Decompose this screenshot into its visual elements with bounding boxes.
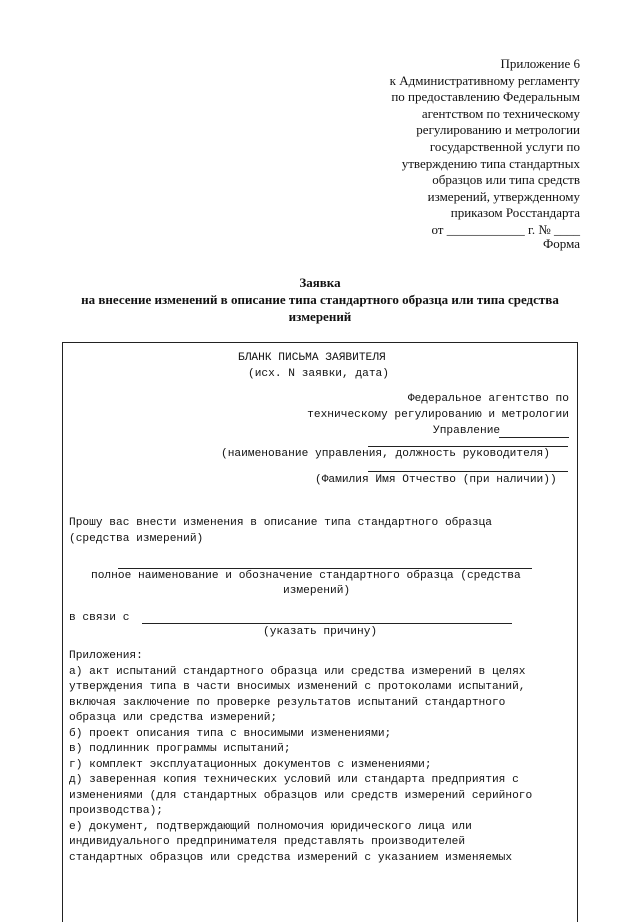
appendix-block: [350, 56, 580, 239]
management-input-line: [499, 437, 569, 438]
attachment-line: г) комплект эксплуатационных документов с изменениями;: [69, 758, 432, 771]
attachments-label: Приложения:: [69, 650, 143, 662]
attachment-line: а) акт испытаний стандартного образца или средства измерений в целях: [69, 665, 526, 678]
request-line-2: (средства измерений): [69, 533, 204, 545]
addressee-line-1: Федеральное агентство по: [407, 393, 569, 405]
attachment-line: производства);: [69, 805, 163, 817]
form-frame: [62, 342, 578, 922]
name-line: [368, 471, 568, 472]
attachment-line: индивидуального предпринимателя представлять производителей: [69, 836, 466, 848]
attachment-line: включая заключение по проверке результатов испытаний стандартного: [69, 696, 506, 709]
attachment-line: изменениями (для стандартных образцов или средств измерений серийного: [69, 789, 533, 802]
attachment-line: утверждения типа в части вносимых изменений с протоколами испытаний,: [69, 681, 526, 693]
document-title: [60, 274, 580, 325]
addressee-line-2: техническому регулированию и метрологии: [307, 409, 569, 421]
title-line-1: Заявка: [299, 275, 341, 290]
reason-label: в связи с: [69, 612, 130, 624]
attachment-line: б) проект описания типа с вносимыми изменениями;: [69, 727, 392, 740]
appendix-line: государственной услуги по: [429, 138, 580, 154]
appendix-line: к Административному регламенту: [389, 72, 580, 88]
reason-line: [142, 623, 512, 624]
appendix-line: регулированию и метрологии: [416, 122, 580, 138]
caption-fullname-2: измерений): [283, 585, 351, 597]
attachment-line: стандартных образцов или средства измерений с указанием изменяемых: [69, 851, 513, 864]
caption-fullname-1: полное наименование и обозначение стандартного образца (средства: [91, 570, 521, 582]
appendix-line: по предоставлению Федеральным: [391, 89, 580, 105]
attachment-line: д) заверенная копия технических условий или стандарта предприятия с: [69, 774, 519, 786]
form-label: Форма: [543, 236, 580, 251]
appendix-date-line: от ____________ г. № ____: [431, 221, 580, 237]
title-line-2: на внесение изменений в описание типа стандартного образца или типа средства измерений: [81, 292, 559, 324]
blank-subheader: (исх. N заявки, дата): [248, 368, 389, 380]
attachment-line: образца или средства измерений;: [69, 712, 278, 724]
attachment-line: в) подлинник программы испытаний;: [69, 743, 291, 755]
caption-management: (наименование управления, должность руководителя): [221, 448, 550, 460]
appendix-line: Приложение 6: [500, 56, 580, 71]
request-line-1: Прошу вас внести изменения в описание типа стандартного образца: [69, 517, 492, 529]
addressee-line-3: Управление: [433, 425, 501, 437]
appendix-line: утверждению типа стандартных: [401, 155, 580, 171]
attachments-block: [69, 649, 569, 866]
appendix-line: агентством по техническому: [421, 105, 580, 121]
appendix-line: измерений, утвержденному: [427, 188, 580, 204]
attachment-line: е) документ, подтверждающий полномочия юридического лица или: [69, 820, 472, 833]
appendix-line: приказом Росстандарта: [450, 205, 580, 221]
caption-reason: (указать причину): [263, 626, 378, 638]
caption-name: (Фамилия Имя Отчество (при наличии)): [315, 474, 557, 486]
appendix-line: образцов или типа средств: [432, 172, 580, 188]
blank-header: БЛАНК ПИСЬМА ЗАЯВИТЕЛЯ: [238, 352, 386, 364]
